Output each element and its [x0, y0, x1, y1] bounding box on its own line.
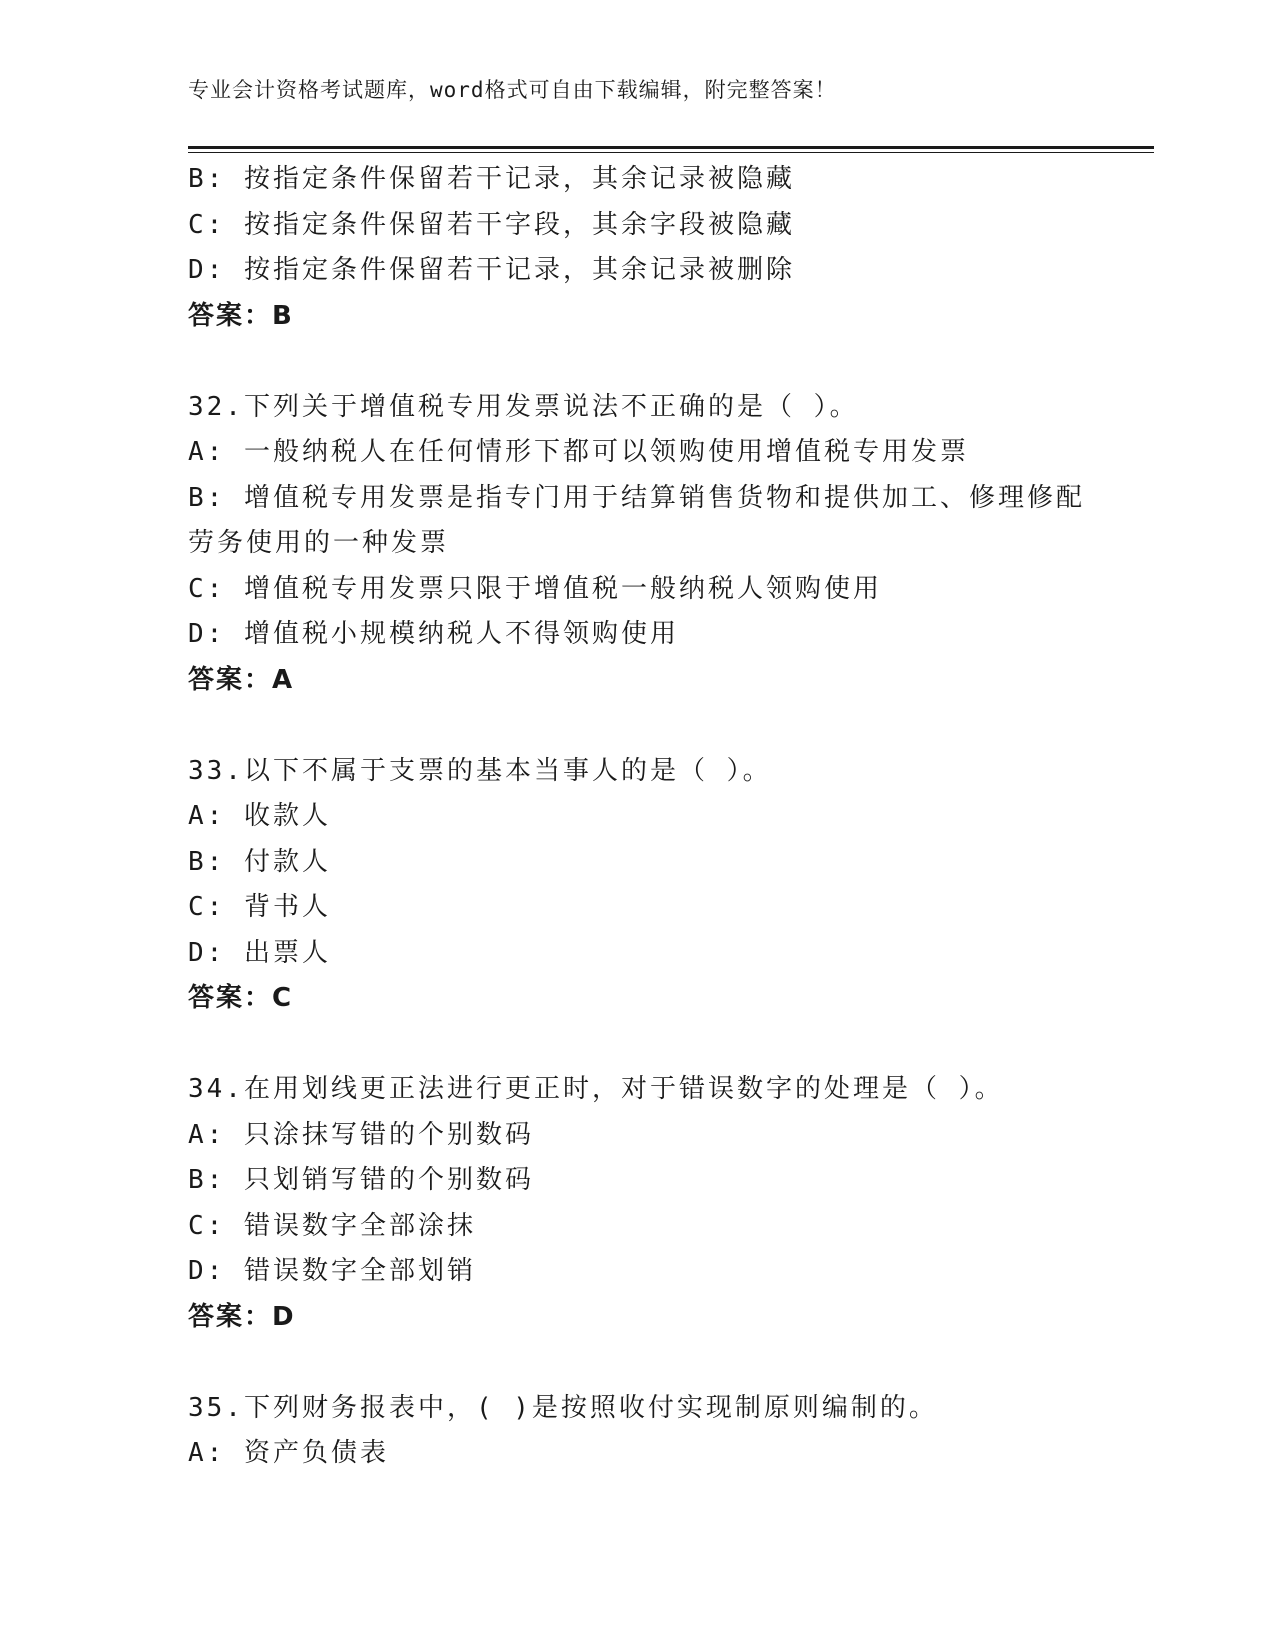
q31-option-c: C: 按指定条件保留若干字段，其余字段被隐藏 — [188, 209, 795, 240]
q33-option-c: C: 背书人 — [188, 892, 331, 922]
q32-question: 32.下列关于增值税专用发票说法不正确的是（ ）。 — [188, 391, 859, 422]
q32-option-b-line2: 劳务使用的一种发票 — [188, 528, 450, 558]
q34-option-c: C: 错误数字全部涂抹 — [188, 1210, 476, 1241]
q33-option-b: B: 付款人 — [188, 846, 331, 877]
q35-question: 35.下列财务报表中，( )是按照收付实现制原则编制的。 — [188, 1392, 938, 1423]
q31-answer: 答案：B — [188, 300, 294, 331]
q35-option-a: A: 资产负债表 — [188, 1438, 389, 1468]
spacer — [188, 703, 1088, 749]
q31-option-b: B: 按指定条件保留若干记录，其余记录被隐藏 — [188, 164, 795, 194]
header-rule-thick — [188, 146, 1154, 149]
q34-answer: 答案：D — [188, 1301, 296, 1332]
q32-option-a: A: 一般纳税人在任何情形下都可以领购使用增值税专用发票 — [188, 437, 969, 467]
q31-option-d: D: 按指定条件保留若干记录，其余记录被删除 — [188, 255, 795, 285]
q34-option-b: B: 只划销写错的个别数码 — [188, 1165, 534, 1195]
q32-answer: 答案：A — [188, 664, 295, 695]
q32-option-c: C: 增值税专用发票只限于增值税一般纳税人领购使用 — [188, 573, 882, 604]
q32-option-d: D: 增值税小规模纳税人不得领购使用 — [188, 619, 679, 649]
spacer — [188, 339, 1088, 385]
spacer — [188, 1340, 1088, 1386]
q33-answer: 答案：C — [188, 983, 294, 1013]
header-rule-thin — [188, 152, 1154, 153]
document-body — [188, 157, 1088, 1477]
q34-option-d: D: 错误数字全部划销 — [188, 1256, 476, 1286]
q33-question: 33.以下不属于支票的基本当事人的是（ ）。 — [188, 755, 772, 786]
q33-option-d: D: 出票人 — [188, 937, 331, 968]
q34-option-a: A: 只涂抹写错的个别数码 — [188, 1119, 534, 1150]
q33-option-a: A: 收款人 — [188, 801, 331, 831]
q32-option-b-line1: B: 增值税专用发票是指专门用于结算销售货物和提供加工、修理修配 — [188, 482, 1085, 513]
q34-question: 34.在用划线更正法进行更正时，对于错误数字的处理是（ ）。 — [188, 1074, 1004, 1104]
spacer — [188, 1022, 1088, 1068]
page-header: 专业会计资格考试题库，word格式可自由下载编辑，附完整答案！ — [188, 78, 837, 102]
